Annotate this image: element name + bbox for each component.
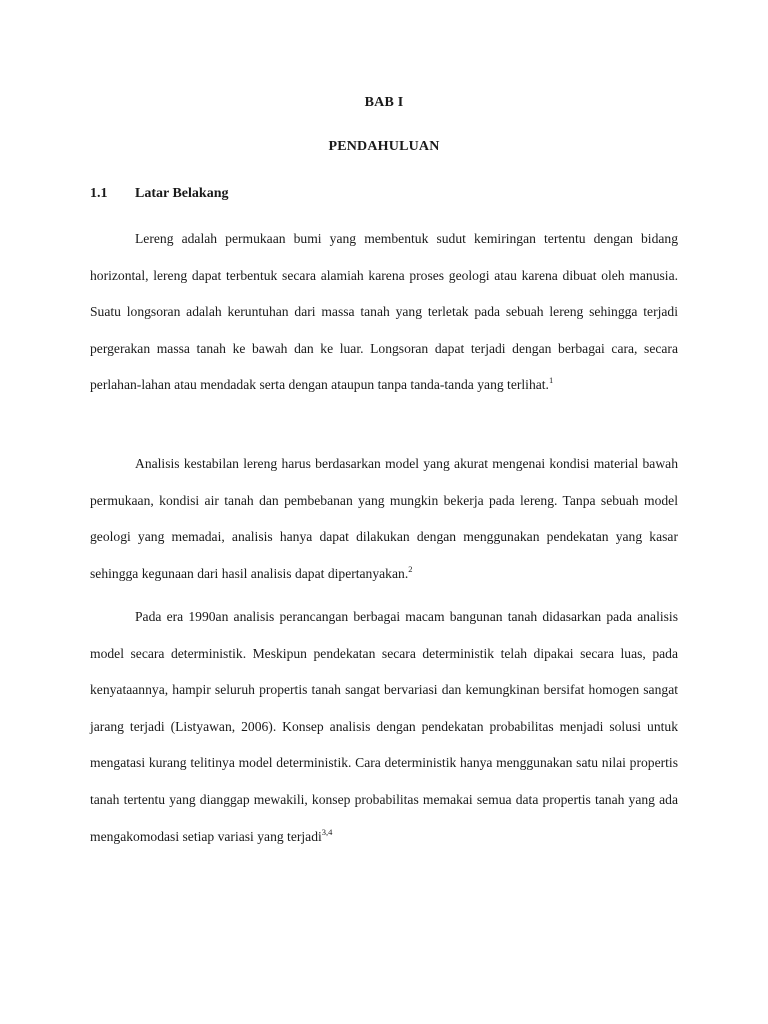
paragraph [90,221,678,404]
chapter-title: PENDAHULUAN [328,139,440,154]
footnote-reference: 2 [408,563,413,574]
chapter-number: BAB I [364,95,404,110]
paragraph [90,446,678,592]
section-number: 1.1 [90,186,108,201]
paragraph-text: Analisis kestabilan lereng harus berdasarkan model yang akurat mengenai kondisi material bawah permukaan, kondisi air tanah dan pembebanan yang mungkin bekerja pada lereng. Tanpa sebuah model geologi yang memadai, analisis hanya dapat dilakukan dengan menggunakan pendekatan yang kasar sehingga kegunaan dari hasil analisis dapat dipertanyakan. [90,456,678,581]
paragraph-text: Lereng adalah permukaan bumi yang membentuk sudut kemiringan tertentu dengan bidang horizontal, lereng dapat terbentuk secara alamiah karena proses geologi atau karena dibuat oleh manusia. Suatu longsoran adalah keruntuhan dari massa tanah yang terletak pada sebuah lereng sehingga terjadi pergerakan massa tanah ke bawah dan ke luar. Longsoran dapat terjadi dengan berbagai cara, secara perlahan-lahan atau mendadak serta dengan ataupun tanpa tanda-tanda yang terlihat. [90,231,678,393]
footnote-reference: 3,4 [321,826,333,837]
footnote-reference: 1 [548,375,554,386]
paragraph [90,599,678,855]
section-heading [90,186,228,202]
section-title: Latar Belakang [135,186,229,201]
paragraph-text: Pada era 1990an analisis perancangan berbagai macam bangunan tanah didasarkan pada analisis model secara deterministik. Meskipun pendekatan secara deterministik telah dipakai secara luas, pada kenyataannya, hampir seluruh propertis tanah sangat bervariasi dan kemungkinan bersifat homogen sangat jarang terjadi (Listyawan, 2006). Konsep analisis dengan pendekatan probabilitas menjadi solusi untuk mengatasi kurang telitinya model deterministik. Cara deterministik hanya menggunakan satu nilai propertis tanah tertentu yang dianggap mewakili, konsep probabilitas memakai semua data propertis tanah yang ada mengakomodasi setiap variasi yang terjadi [90,609,678,844]
